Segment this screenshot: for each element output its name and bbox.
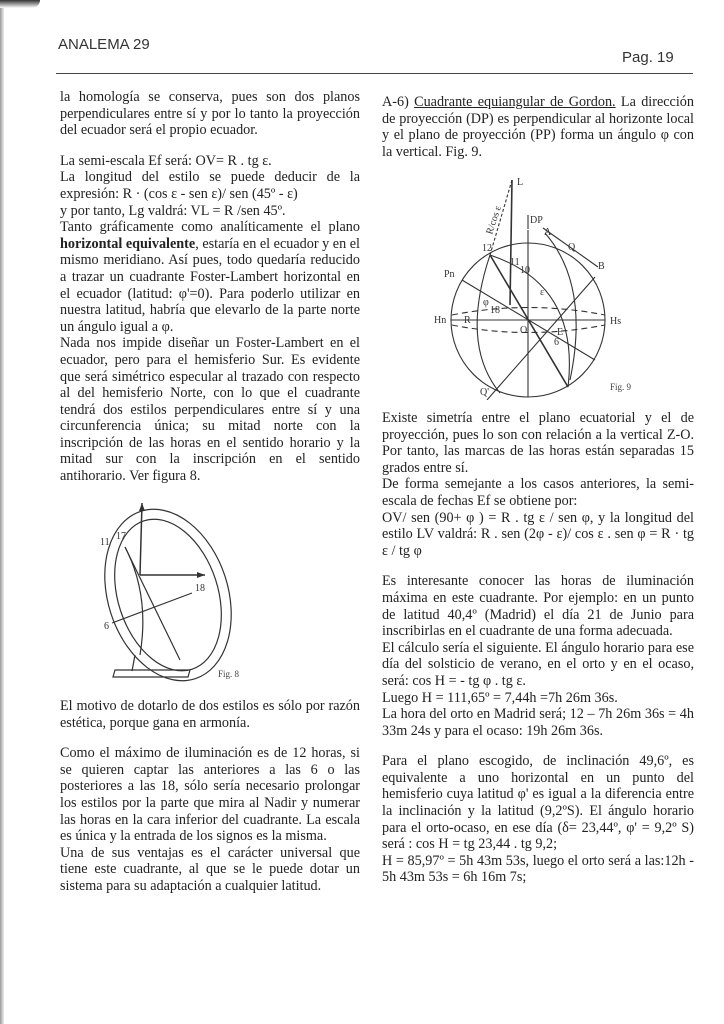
left-column-bottom	[60, 698, 360, 895]
left-column-top	[60, 89, 360, 485]
paragraph: la homología se conserva, pues son dos planos perpendiculares entre sí y por lo tanto la proyección del ecuador será el propio ecuador.	[60, 89, 360, 139]
fig9-label-Q: Q	[568, 242, 576, 253]
fig9-label-epsilon: ε	[540, 287, 545, 298]
fig8-label-11: 11	[100, 537, 110, 548]
fig9-label-Pn: Pn	[444, 269, 455, 280]
figure-8	[80, 495, 265, 685]
fig8-meridian	[125, 547, 180, 660]
paragraph: H = 85,97º = 5h 43m 53s, luego el orto será a las:12h - 5h 43m 53s = 6h 16m 7s;	[382, 852, 694, 886]
paragraph: La longitud del estilo se puede deducir de la expresión: R · (cos ε - sen ε)/ sen (45º - ε)	[60, 169, 360, 202]
fig9-label-10: 10	[520, 265, 530, 276]
fig9-label-E: E	[557, 327, 564, 338]
page-number: Pag. 19	[622, 49, 674, 66]
figure-9	[430, 165, 670, 400]
fig8-vertical-gnomon	[140, 503, 142, 575]
fig8-equator	[112, 593, 192, 623]
fig9-label-Hn: Hn	[434, 315, 447, 326]
bold-term: horizontal equivalente	[60, 235, 196, 252]
fig8-label-6: 6	[104, 621, 109, 632]
fig9-ellipse-1	[477, 255, 500, 393]
fig8-caption: Fig. 8	[218, 669, 240, 679]
paragraph: La hora del orto en Madrid será; 12 – 7h 26m 36s = 4h 33m 24s y para el ocaso: 19h 26m 36s.	[382, 706, 694, 739]
paragraph: Luego H = 111,65º = 7,44h =7h 26m 36s.	[382, 689, 618, 706]
scan-corner	[0, 0, 40, 8]
fig9-style-L	[510, 180, 512, 305]
paragraph: Para el plano escogido, de inclinación 49,6º, es equivalente a uno horizontal en un punto del hemisferio cuya latitud φ' es igual a la diferencia entre la inclinación y la latitud (9,2ºS). El ángulo horario para el orto-ocaso, en ese día (δ= 23,44º, φ' = 9,2º S) será : cos H = tg 23,44 . tg 9,2;	[382, 753, 694, 853]
paragraph: Tanto gráficamente como analíticamente el plano horizontal equivalente, estaría en el ecuador y en el mismo meridiano. Así pues, todo quedaría reducido a trazar un cuadrante Foster-Lambert horizontal en el ecuador (latitud: φ'=0). Para poderlo utilizar en nuestra latitud, habría que elevarlo de la parte norte un ángulo igual a φ.	[60, 219, 360, 335]
paragraph: Una de sus ventajas es el carácter universal que tiene este cuadrante, al que se le puede dotar un sistema para su adaptación a cualquier latitud.	[60, 844, 360, 894]
paragraph: El motivo de dotarlo de dos estilos es sólo por razón estética, porque gana en armonía.	[60, 698, 360, 731]
fig9-label-18: 18	[490, 305, 500, 316]
scan-edge	[0, 0, 4, 1024]
journal-title: ANALEMA 29	[58, 36, 150, 53]
header-rule	[56, 73, 693, 74]
right-column-top	[382, 94, 694, 160]
fig9-label-Hs: Hs	[610, 316, 622, 327]
fig9-label-A: A	[544, 227, 552, 238]
paragraph: La semi-escala Ef será: OV= R . tg ε.	[60, 152, 272, 169]
paragraph: Como el máximo de iluminación es de 12 horas, si se quieren captar las anteriores a las 6 o las posteriores a las 18, sólo sería necesario prolongar los estilos por la parte que mira al Nadir y numerar las horas en la cara inferior del cuadrante. La escala es única y la entrada de los signos es la misma.	[60, 745, 360, 845]
fig9-label-R: R	[464, 315, 471, 326]
fig9-label-12: 12	[482, 243, 492, 254]
paragraph: De forma semejante a los casos anteriores, la semi-escala de fechas Ef se obtiene por:	[382, 476, 694, 509]
right-column-bottom	[382, 410, 694, 886]
fig9-ellipse-3	[545, 233, 576, 380]
paragraph: Nada nos impide diseñar un Foster-Lambert en el ecuador, pero para el hemisferio Sur. Es evidente que será simétrico especular al trazado con respecto al del hemisferio Norte, con lo que el cuadrante tendrá dos estilos perpendiculares entre sí y una circunferencia única; su mitad norte con la inscripción de las horas en el sentido horario y la mitad sur con la inscripción en el sentido antihorario. Ver figura 8.	[60, 335, 360, 485]
paragraph: OV/ sen (90+ φ ) = R . tg ε / sen φ, y la longitud del estilo LV valdrá: R . sen (2φ - ε)/ cos ε . sen φ = R · tg ε / tg φ	[382, 509, 694, 559]
paragraph: El cálculo sería el siguiente. El ángulo horario para ese día del solsticio de verano, en el orto y en el ocaso, será: cos H = - tg φ . tg ε.	[382, 639, 695, 689]
fig9-label-6: 6	[554, 337, 559, 348]
paragraph: A-6) Cuadrante equiangular de Gordon. La dirección de proyección (DP) es perpendicular al horizonte local y el plano de proyección (PP) forma un ángulo φ con la vertical. Fig. 9.	[382, 94, 694, 160]
fig9-label-B: B	[598, 261, 605, 272]
fig9-label-DP: DP	[530, 215, 543, 226]
fig8-outer-ring	[84, 495, 253, 685]
fig9-caption: Fig. 9	[610, 382, 632, 392]
fig9-label-Rcos: R/cos ε	[484, 204, 504, 236]
paragraph: y por tanto, Lg valdrá: VL = R /sen 45º.	[60, 202, 286, 219]
fig9-label-11: 11	[510, 257, 520, 268]
fig8-label-18: 18	[195, 583, 205, 594]
section-title: Cuadrante equiangular de Gordon.	[414, 94, 616, 110]
paragraph: Existe simetría entre el plano ecuatorial y el de proyección, pues lo son con relación a la vertical Z-O. Por tanto, las marcas de las horas están separadas 15 grados entre sí.	[382, 410, 694, 476]
fig9-label-phi: φ	[483, 297, 489, 308]
fig9-label-O: O	[520, 325, 528, 336]
paragraph: Es interesante conocer las horas de iluminación máxima en este cuadrante. Por ejemplo: en un punto de latitud 40,4º (Madrid) el día 21 de Junio para inscribirlas en el cuadrante de una forma adecuada.	[382, 573, 694, 640]
fig9-label-L: L	[517, 177, 524, 188]
fig8-label-17: 17	[116, 531, 126, 542]
fig9-label-Qprime: Q'	[480, 387, 490, 398]
